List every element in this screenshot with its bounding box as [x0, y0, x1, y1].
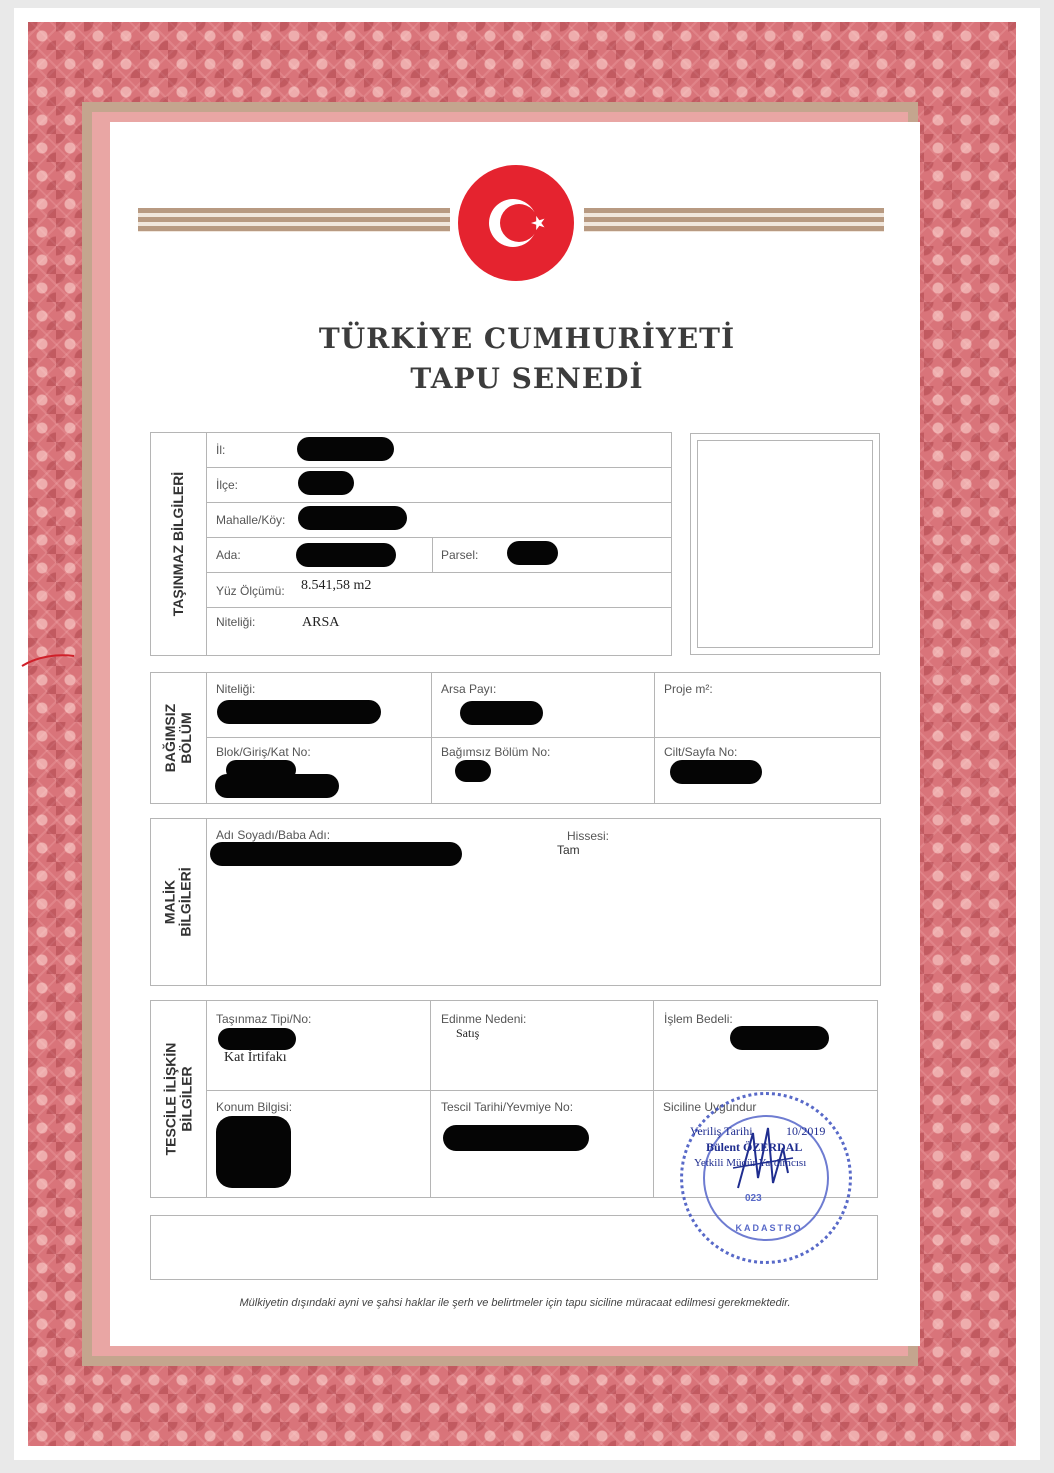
page-title: TÜRKİYE CUMHURİYETİ [318, 322, 736, 355]
adi-soyadi-label: Adı Soyadı/Baba Adı: [216, 828, 331, 842]
redacted-bolum-no [455, 760, 491, 782]
signature-icon [728, 1118, 798, 1198]
crescent-star-icon [458, 165, 574, 281]
verilis-tarihi-value: 10/2019 [786, 1124, 826, 1138]
divider [206, 537, 672, 538]
redacted-mahalle [298, 506, 407, 530]
divider [206, 432, 207, 656]
signer-title: Yetkili Müdür Yardımcısı [694, 1157, 807, 1169]
ilce-label: İlçe: [216, 478, 239, 492]
signer-name: Bülent ÖZERDAL [706, 1140, 803, 1154]
edinme-label: Edinme Nedeni: [441, 1012, 527, 1026]
cilt-label: Cilt/Sayfa No: [664, 745, 738, 759]
divider [206, 572, 672, 573]
redacted-ada [296, 543, 396, 567]
divider [206, 1090, 878, 1091]
bb-niteligi-label: Niteliği: [216, 682, 256, 696]
redacted-konum-qr [216, 1116, 291, 1188]
photo-placeholder [697, 440, 873, 648]
decorative-band-left [138, 208, 450, 232]
redacted-owner-name [210, 842, 462, 866]
divider [206, 502, 672, 503]
divider [430, 1000, 431, 1198]
blok-label: Blok/Giriş/Kat No: [216, 745, 311, 759]
redacted-parsel [507, 541, 558, 565]
parsel-label: Parsel: [441, 548, 479, 562]
divider [206, 607, 672, 608]
tescil-tarihi-label: Tescil Tarihi/Yevmiye No: [441, 1100, 574, 1114]
edinme-value: Satış [456, 1026, 480, 1040]
tasinmaz-side-label: TAŞINMAZ BİLGİLERİ [170, 471, 186, 617]
decorative-band-right [584, 208, 884, 232]
footer-note: Mülkiyetin dışındaki ayni ve şahsi haklar ile şerh ve belirtmeler için tapu siciline müracaat edilmesi gerekmektedir. [239, 1297, 791, 1309]
islem-bedeli-label: İşlem Bedeli: [664, 1012, 733, 1026]
tescil-side-label: TESCİLE İLİŞKİN BİLGİLER [162, 1042, 195, 1156]
pen-mark-icon [18, 648, 78, 672]
yuz-olcumu-label: Yüz Ölçümü: [216, 584, 285, 598]
verilis-tarihi-label: Veriliş Tarihi [690, 1124, 753, 1138]
divider [432, 537, 433, 572]
redacted-blok-2 [215, 774, 339, 798]
redacted-il [297, 437, 394, 461]
divider [206, 818, 207, 986]
proje-label: Proje m²: [664, 682, 713, 696]
siciline-uygundur-label: Siciline Uygundur [663, 1100, 757, 1114]
bolum-no-label: Bağımsız Bölüm No: [441, 745, 551, 759]
niteligi-value: ARSA [302, 615, 340, 630]
arsa-payi-label: Arsa Payı: [441, 682, 497, 696]
official-stamp-icon: 023 KADASTRO [680, 1092, 852, 1264]
divider [206, 1000, 207, 1198]
tasinmaz-tipi-value: Kat İrtifakı [224, 1050, 287, 1065]
mahalle-label: Mahalle/Köy: [216, 513, 286, 527]
redacted-arsa-payi [460, 701, 543, 725]
redacted-tasinmaz-no [218, 1028, 296, 1050]
redacted-ilce [298, 471, 354, 495]
divider [653, 1000, 654, 1198]
hissesi-label: Hissesi: [567, 829, 610, 843]
ada-label: Ada: [216, 548, 241, 562]
redacted-bb-niteligi [217, 700, 381, 724]
tasinmaz-tipi-label: Taşınmaz Tipi/No: [216, 1012, 312, 1026]
page-subtitle: TAPU SENEDİ [410, 362, 644, 395]
divider [206, 737, 881, 738]
divider [206, 672, 207, 804]
divider [654, 672, 655, 804]
hissesi-value: Tam [557, 843, 580, 857]
divider [206, 467, 672, 468]
divider [431, 672, 432, 804]
redacted-cilt [670, 760, 762, 784]
yuz-olcumu-value: 8.541,58 m2 [301, 578, 372, 593]
il-label: İl: [216, 443, 226, 457]
redacted-tescil-tarihi [443, 1125, 589, 1151]
konum-label: Konum Bilgisi: [216, 1100, 293, 1114]
redacted-islem-bedeli [730, 1026, 829, 1050]
malik-side-label: MALİK BİLGİLERİ [162, 867, 195, 937]
niteligi-label: Niteliği: [216, 615, 256, 629]
bagimsiz-side-label: BAĞIMSIZ BÖLÜM [162, 703, 195, 773]
